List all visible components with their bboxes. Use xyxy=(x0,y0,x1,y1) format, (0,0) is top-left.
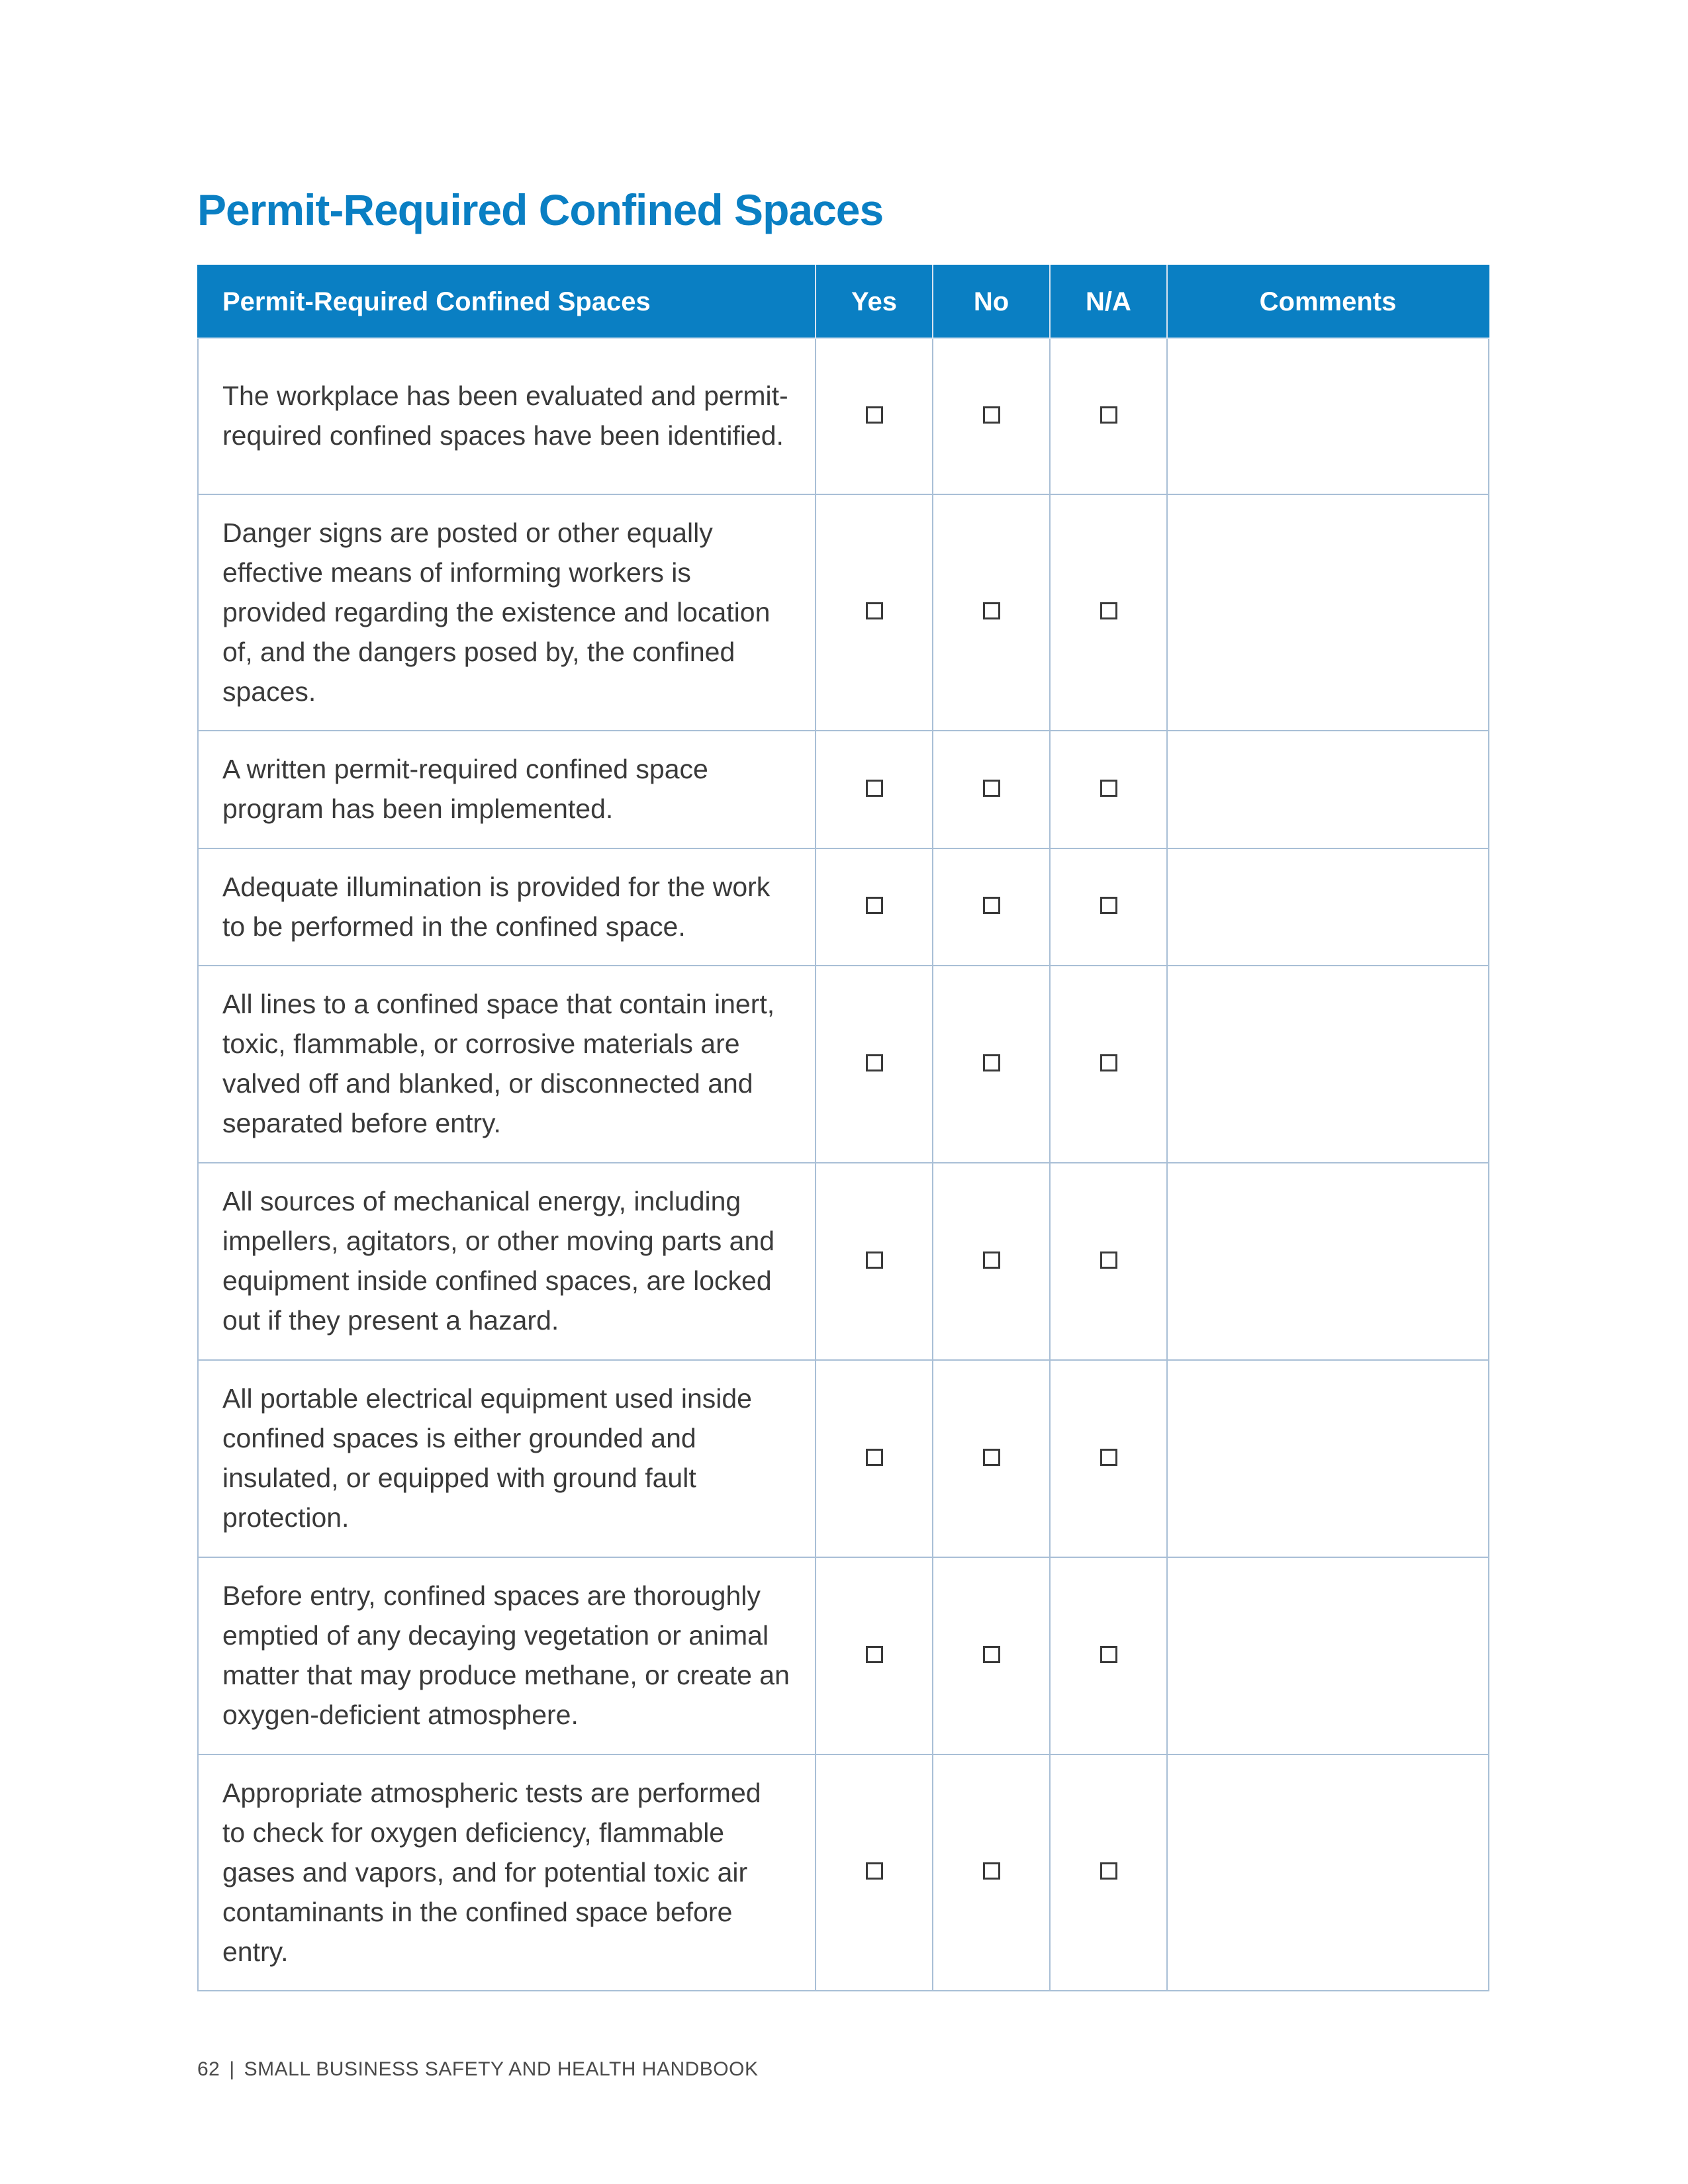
checklist-table xyxy=(197,265,1489,1991)
na-checkbox[interactable] xyxy=(1100,780,1117,797)
page-number: 62 xyxy=(197,2058,220,2080)
checklist-item-text: All portable electrical equipment used inside confined spaces is either grounded and insulated, or equipped with ground fault protection. xyxy=(198,1360,816,1557)
na-checkbox[interactable] xyxy=(1100,1862,1117,1880)
yes-cell xyxy=(816,1557,933,1754)
checklist-item-text: All lines to a confined space that contain inert, toxic, flammable, or corrosive materials are valved off and blanked, or disconnected and separated before entry. xyxy=(198,966,816,1163)
no-checkbox[interactable] xyxy=(983,780,1000,797)
na-checkbox[interactable] xyxy=(1100,602,1117,619)
table-row xyxy=(198,1557,1489,1754)
header-yes: Yes xyxy=(816,265,933,338)
yes-checkbox[interactable] xyxy=(866,1251,883,1269)
no-checkbox[interactable] xyxy=(983,1054,1000,1071)
no-cell xyxy=(933,338,1050,494)
table-row xyxy=(198,731,1489,848)
table-row xyxy=(198,1163,1489,1360)
na-cell xyxy=(1050,848,1167,966)
na-checkbox[interactable] xyxy=(1100,1449,1117,1466)
comments-cell[interactable] xyxy=(1167,966,1489,1163)
footer-separator: | xyxy=(229,2058,235,2080)
checklist-item-text: All sources of mechanical energy, including impellers, agitators, or other moving parts and equipment inside confined spaces, are locked out if they present a hazard. xyxy=(198,1163,816,1360)
comments-cell[interactable] xyxy=(1167,1360,1489,1557)
header-row xyxy=(198,265,1489,338)
page-title: Permit-Required Confined Spaces xyxy=(197,185,884,234)
no-cell xyxy=(933,1557,1050,1754)
yes-checkbox[interactable] xyxy=(866,1646,883,1663)
na-cell xyxy=(1050,966,1167,1163)
no-cell xyxy=(933,1163,1050,1360)
yes-checkbox[interactable] xyxy=(866,1054,883,1071)
checklist-item-text: The workplace has been evaluated and permit-required confined spaces have been identified. xyxy=(198,338,816,494)
na-cell xyxy=(1050,338,1167,494)
comments-cell[interactable] xyxy=(1167,1754,1489,1991)
checklist-item-text: Appropriate atmospheric tests are performed to check for oxygen deficiency, flammable gases and vapors, and for potential toxic air contaminants in the confined space before entry. xyxy=(198,1754,816,1991)
table-row xyxy=(198,848,1489,966)
na-checkbox[interactable] xyxy=(1100,406,1117,424)
table-row xyxy=(198,1360,1489,1557)
comments-cell[interactable] xyxy=(1167,731,1489,848)
na-checkbox[interactable] xyxy=(1100,1646,1117,1663)
yes-cell xyxy=(816,848,933,966)
checklist-item-text: Adequate illumination is provided for the work to be performed in the confined space. xyxy=(198,848,816,966)
yes-checkbox[interactable] xyxy=(866,602,883,619)
no-cell xyxy=(933,848,1050,966)
na-checkbox[interactable] xyxy=(1100,1251,1117,1269)
table-row xyxy=(198,966,1489,1163)
na-checkbox[interactable] xyxy=(1100,1054,1117,1071)
yes-checkbox[interactable] xyxy=(866,406,883,424)
yes-checkbox[interactable] xyxy=(866,1862,883,1880)
na-cell xyxy=(1050,494,1167,731)
no-checkbox[interactable] xyxy=(983,1646,1000,1663)
no-cell xyxy=(933,1360,1050,1557)
table-row xyxy=(198,1754,1489,1991)
yes-cell xyxy=(816,338,933,494)
na-cell xyxy=(1050,1754,1167,1991)
yes-checkbox[interactable] xyxy=(866,780,883,797)
na-cell xyxy=(1050,1557,1167,1754)
comments-cell[interactable] xyxy=(1167,1557,1489,1754)
checklist-item-text: A written permit-required confined space program has been implemented. xyxy=(198,731,816,848)
no-checkbox[interactable] xyxy=(983,406,1000,424)
yes-cell xyxy=(816,494,933,731)
book-title: SMALL BUSINESS SAFETY AND HEALTH HANDBOOK xyxy=(244,2058,759,2080)
no-cell xyxy=(933,966,1050,1163)
yes-checkbox[interactable] xyxy=(866,1449,883,1466)
no-checkbox[interactable] xyxy=(983,1449,1000,1466)
no-checkbox[interactable] xyxy=(983,602,1000,619)
no-cell xyxy=(933,731,1050,848)
table-row xyxy=(198,338,1489,494)
table-row xyxy=(198,494,1489,731)
comments-cell[interactable] xyxy=(1167,848,1489,966)
header-item: Permit-Required Confined Spaces xyxy=(198,265,816,338)
yes-cell xyxy=(816,1163,933,1360)
no-cell xyxy=(933,494,1050,731)
na-cell xyxy=(1050,1163,1167,1360)
yes-checkbox[interactable] xyxy=(866,897,883,914)
comments-cell[interactable] xyxy=(1167,1163,1489,1360)
na-checkbox[interactable] xyxy=(1100,897,1117,914)
header-no: No xyxy=(933,265,1050,338)
comments-cell[interactable] xyxy=(1167,338,1489,494)
no-checkbox[interactable] xyxy=(983,897,1000,914)
na-cell xyxy=(1050,731,1167,848)
checklist-item-text: Before entry, confined spaces are thoroughly emptied of any decaying vegetation or animal matter that may produce methane, or create an oxygen-deficient atmosphere. xyxy=(198,1557,816,1754)
comments-cell[interactable] xyxy=(1167,494,1489,731)
yes-cell xyxy=(816,1754,933,1991)
yes-cell xyxy=(816,1360,933,1557)
header-na: N/A xyxy=(1050,265,1167,338)
no-checkbox[interactable] xyxy=(983,1862,1000,1880)
no-cell xyxy=(933,1754,1050,1991)
yes-cell xyxy=(816,966,933,1163)
yes-cell xyxy=(816,731,933,848)
na-cell xyxy=(1050,1360,1167,1557)
page-footer xyxy=(197,2058,759,2081)
no-checkbox[interactable] xyxy=(983,1251,1000,1269)
checklist-item-text: Danger signs are posted or other equally effective means of informing workers is provided regarding the existence and location of, and the dangers posed by, the confined spaces. xyxy=(198,494,816,731)
header-comments: Comments xyxy=(1167,265,1489,338)
